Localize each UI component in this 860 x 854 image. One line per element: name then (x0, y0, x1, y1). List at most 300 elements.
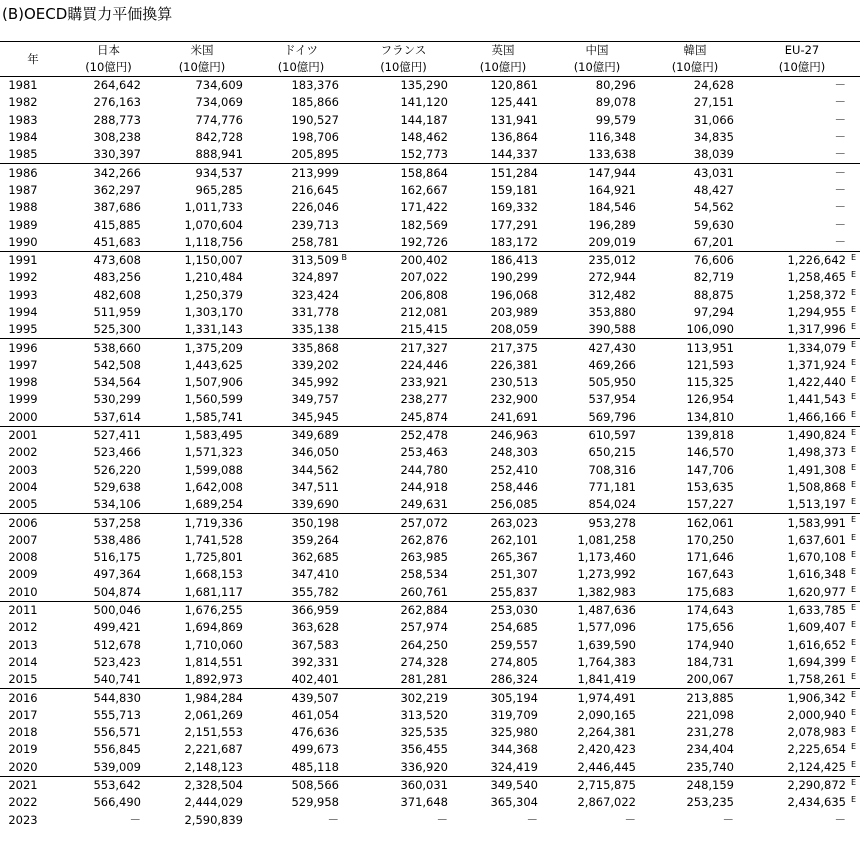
cell-value: 24,628 (693, 78, 734, 93)
cell-fr (349, 234, 458, 252)
cell-value: 89,078 (595, 95, 636, 110)
cell-us (151, 304, 253, 321)
cell-cn (548, 339, 646, 357)
cell-jp (66, 234, 151, 252)
cell-fr (349, 269, 458, 286)
cell-uk (458, 584, 548, 602)
cell-value: 1,694,869 (184, 620, 243, 635)
cell-value: 1,642,008 (184, 479, 243, 494)
cell-cn (548, 462, 646, 479)
cell-us (151, 77, 253, 95)
cell-eu (744, 479, 860, 496)
cell-value: 1,609,407 (787, 620, 846, 635)
cell-jp (66, 391, 151, 408)
cell-value: 1,670,108 (787, 550, 846, 565)
cell-value: 126,954 (686, 392, 734, 407)
table-row (0, 269, 860, 286)
cell-value: 184,546 (588, 200, 636, 215)
table-row (0, 234, 860, 252)
cell-us (151, 601, 253, 619)
cell-year: 1983 (8, 112, 38, 127)
cell-value: 390,588 (588, 322, 636, 337)
cell-value: 1,118,756 (184, 234, 243, 249)
cell-value: 54,562 (693, 200, 734, 215)
cell-value: 224,446 (400, 357, 448, 372)
cell-value: 135,290 (400, 78, 448, 93)
cell-value: 233,921 (400, 375, 448, 390)
cell-flag: E (850, 654, 856, 664)
cell-value: 537,954 (588, 392, 636, 407)
cell-value: 2,328,504 (184, 778, 243, 793)
cell-value: 1,676,255 (184, 603, 243, 618)
cell-jp (66, 514, 151, 532)
cell-value: 120,861 (490, 78, 538, 93)
cell-year: 1999 (8, 392, 38, 407)
cell-value: 1,719,336 (184, 515, 243, 530)
cell-year: 2015 (0, 671, 66, 689)
cell-value: 106,090 (686, 322, 734, 337)
cell-value: 217,327 (400, 340, 448, 355)
cell-value: 537,614 (93, 409, 141, 424)
cell-value: 1,758,261 (787, 672, 846, 687)
cell-value: 2,446,445 (577, 759, 636, 774)
header-row-labels (0, 42, 860, 60)
cell-eu (744, 776, 860, 794)
cell-de (253, 269, 349, 286)
cell-us (151, 426, 253, 444)
cell-year: 1985 (0, 146, 66, 164)
cell-value: 152,773 (400, 147, 448, 162)
cell-uk (458, 426, 548, 444)
cell-uk (458, 532, 548, 549)
cell-value: 183,376 (291, 78, 339, 93)
cell-value: 367,583 (291, 637, 339, 652)
table-row (0, 811, 860, 828)
cell-year: 2014 (8, 654, 38, 669)
cell-jp (66, 94, 151, 111)
cell-value: 234,404 (686, 742, 734, 757)
cell-de (253, 409, 349, 427)
cell-value: 342,266 (93, 165, 141, 180)
cell-cn (548, 129, 646, 146)
cell-flag: E (850, 340, 856, 350)
cell-cn (548, 707, 646, 724)
cell-value: 125,441 (490, 95, 538, 110)
cell-value: 1,334,079 (787, 340, 846, 355)
cell-value: 1,250,379 (184, 287, 243, 302)
cell-year: 2007 (8, 532, 38, 547)
cell-value: 1,226,642 (787, 253, 846, 268)
cell-value: 1,725,801 (184, 550, 243, 565)
cell-us (151, 357, 253, 374)
cell-eu (744, 339, 860, 357)
cell-fr (349, 724, 458, 741)
cell-value: 2,124,425 (787, 759, 846, 774)
cell-eu (744, 549, 860, 566)
cell-value: 1,599,088 (184, 462, 243, 477)
cell-value: 148,462 (400, 130, 448, 145)
cell-value: 205,895 (291, 147, 339, 162)
cell-year: 2020 (0, 759, 66, 777)
cell-value: 1,294,955 (787, 305, 846, 319)
cell-value: 177,291 (490, 217, 538, 232)
cell-cn (548, 619, 646, 636)
cell-flag: E (850, 287, 856, 297)
cell-value: 146,570 (686, 445, 734, 460)
cell-de (253, 199, 349, 216)
cell-value: 511,959 (93, 305, 141, 319)
cell-value: 164,921 (588, 182, 636, 197)
cell-uk (458, 304, 548, 321)
cell-eu (744, 269, 860, 286)
cell-us (151, 724, 253, 741)
cell-jp (66, 671, 151, 689)
cell-year: 1987 (8, 182, 38, 197)
cell-de (253, 251, 349, 269)
cell-value: － (834, 200, 846, 215)
cell-value: 259,557 (490, 637, 538, 652)
cell-jp (66, 304, 151, 321)
cell-kr (646, 146, 744, 164)
cell-year: 1997 (8, 357, 38, 372)
cell-uk (458, 741, 548, 758)
cell-value: － (722, 812, 734, 827)
cell-year: 2013 (8, 637, 38, 652)
cell-value: － (834, 217, 846, 232)
cell-value: 207,022 (400, 270, 448, 285)
cell-value: 344,562 (291, 462, 339, 477)
cell-us (151, 216, 253, 233)
cell-value: 260,761 (400, 584, 448, 599)
cell-value: 82,719 (693, 270, 734, 285)
cell-value: 246,963 (490, 428, 538, 443)
cell-value: 1,633,785 (787, 603, 846, 618)
cell-uk (458, 199, 548, 216)
cell-flag: E (850, 567, 856, 577)
cell-fr (349, 707, 458, 724)
cell-cn (548, 374, 646, 391)
cell-value: 2,061,269 (184, 707, 243, 722)
cell-kr (646, 444, 744, 461)
cell-us (151, 707, 253, 724)
cell-year: 2022 (8, 795, 38, 810)
cell-value: 38,039 (693, 147, 734, 162)
cell-value: 162,061 (686, 515, 734, 530)
cell-kr (646, 514, 744, 532)
cell-de (253, 182, 349, 199)
cell-de (253, 444, 349, 461)
cell-fr (349, 584, 458, 602)
cell-value: 365,304 (490, 795, 538, 810)
cell-jp (66, 654, 151, 671)
cell-uk (458, 601, 548, 619)
cell-jp (66, 164, 151, 182)
cell-value: 1,639,590 (577, 637, 636, 652)
table-row (0, 216, 860, 233)
cell-value: 965,285 (195, 182, 243, 197)
cell-cn (548, 637, 646, 654)
cell-value: 115,325 (686, 375, 734, 390)
cell-value: 534,106 (93, 497, 141, 512)
cell-jp (66, 269, 151, 286)
cell-eu (744, 811, 860, 828)
cell-value: 258,534 (400, 567, 448, 582)
table-row (0, 532, 860, 549)
cell-flag: E (850, 672, 856, 682)
cell-value: 530,299 (93, 392, 141, 407)
cell-us (151, 374, 253, 391)
cell-de (253, 321, 349, 339)
cell-eu (744, 304, 860, 321)
cell-cn (548, 601, 646, 619)
cell-eu (744, 707, 860, 724)
cell-value: 34,835 (693, 130, 734, 145)
cell-value: 97,294 (693, 305, 734, 319)
cell-value: 185,866 (291, 95, 339, 110)
cell-us (151, 199, 253, 216)
cell-flag: E (850, 602, 856, 612)
cell-value: 1,741,528 (184, 532, 243, 547)
cell-value: 355,782 (291, 584, 339, 599)
cell-value: 1,571,323 (184, 445, 243, 460)
cell-uk (458, 514, 548, 532)
cell-fr (349, 112, 458, 129)
cell-value: 153,635 (686, 479, 734, 494)
cell-year: 2008 (8, 550, 38, 565)
cell-cn (548, 391, 646, 408)
cell-value: 2,225,654 (787, 742, 846, 757)
cell-value: － (834, 182, 846, 197)
cell-value: － (834, 130, 846, 145)
cell-uk (458, 549, 548, 566)
column-header-uk: 英国 (491, 43, 515, 57)
cell-kr (646, 199, 744, 216)
cell-kr (646, 549, 744, 566)
cell-value: 239,713 (291, 217, 339, 232)
cell-cn (548, 741, 646, 758)
cell-value: 200,067 (686, 672, 734, 687)
cell-kr (646, 759, 744, 777)
cell-value: 771,181 (588, 479, 636, 494)
cell-year: 2003 (8, 462, 38, 477)
cell-value: 254,685 (490, 620, 538, 635)
cell-uk (458, 339, 548, 357)
cell-kr (646, 584, 744, 602)
cell-value: 1,382,983 (577, 584, 636, 599)
column-header-eu27: EU-27 (784, 43, 820, 57)
cell-flag: E (850, 550, 856, 560)
cell-de (253, 601, 349, 619)
cell-value: 263,985 (400, 550, 448, 565)
cell-value: 99,579 (595, 112, 636, 127)
cell-uk (458, 164, 548, 182)
cell-us (151, 496, 253, 514)
ppp-gdp-table (0, 41, 860, 829)
cell-fr (349, 287, 458, 304)
cell-value: 1,974,491 (577, 690, 636, 705)
cell-uk (458, 112, 548, 129)
cell-year: 1984 (8, 130, 38, 145)
cell-value: 158,864 (400, 165, 448, 180)
table-row (0, 304, 860, 321)
cell-value: 359,264 (291, 532, 339, 547)
cell-de (253, 216, 349, 233)
cell-value: － (436, 812, 448, 827)
cell-value: 190,299 (490, 270, 538, 285)
cell-kr (646, 287, 744, 304)
cell-value: 325,980 (490, 725, 538, 740)
cell-value: 734,609 (195, 78, 243, 93)
cell-flag: E (850, 759, 856, 769)
cell-value: 499,673 (291, 742, 339, 757)
cell-value: 2,000,940 (787, 707, 846, 722)
cell-jp (66, 321, 151, 339)
cell-value: 257,974 (400, 620, 448, 635)
cell-value: 1,583,495 (184, 428, 243, 443)
cell-fr (349, 479, 458, 496)
cell-de (253, 584, 349, 602)
unit-label-china: (10億円) (573, 60, 621, 74)
cell-value: 1,422,440 (787, 375, 846, 390)
cell-cn (548, 689, 646, 707)
cell-uk (458, 216, 548, 233)
cell-value: 331,778 (291, 305, 339, 319)
cell-flag: E (850, 462, 856, 472)
cell-year: 2021 (8, 778, 38, 793)
cell-jp (66, 496, 151, 514)
cell-value: － (834, 234, 846, 249)
cell-value: 529,958 (291, 795, 339, 810)
cell-value: 134,810 (686, 409, 734, 424)
cell-value: 264,250 (400, 637, 448, 652)
cell-eu (744, 637, 860, 654)
cell-value: 144,337 (490, 147, 538, 162)
column-header-korea: 韓国 (683, 43, 707, 57)
cell-cn (548, 811, 646, 828)
cell-value: 1,258,372 (787, 287, 846, 302)
cell-value: 1,513,197 (787, 497, 846, 512)
column-header-germany: ドイツ (284, 43, 318, 57)
cell-year: 2017 (8, 707, 38, 722)
cell-value: 175,683 (686, 584, 734, 599)
cell-value: 323,424 (291, 287, 339, 302)
cell-value: 2,221,687 (184, 742, 243, 757)
cell-value: 162,667 (400, 182, 448, 197)
table-row (0, 654, 860, 671)
cell-value: 553,642 (93, 778, 141, 793)
table-row (0, 689, 860, 707)
cell-cn (548, 759, 646, 777)
cell-eu (744, 759, 860, 777)
cell-kr (646, 654, 744, 671)
cell-uk (458, 462, 548, 479)
cell-us (151, 409, 253, 427)
cell-cn (548, 479, 646, 496)
cell-value: 1,583,991 (787, 515, 846, 530)
table-header (0, 42, 860, 77)
cell-year: 2004 (8, 479, 38, 494)
cell-flag: E (850, 777, 856, 787)
cell-fr (349, 566, 458, 583)
cell-value: 1,150,007 (184, 253, 243, 268)
table-row (0, 514, 860, 532)
cell-value: 1,984,284 (184, 690, 243, 705)
cell-value: 221,098 (686, 707, 734, 722)
cell-value: 151,284 (490, 165, 538, 180)
cell-uk (458, 409, 548, 427)
cell-value: 362,685 (291, 550, 339, 565)
cell-jp (66, 794, 151, 811)
cell-jp (66, 216, 151, 233)
cell-value: 131,941 (490, 112, 538, 127)
cell-value: 360,031 (400, 778, 448, 793)
cell-de (253, 689, 349, 707)
cell-value: 147,944 (588, 165, 636, 180)
cell-value: 544,830 (93, 690, 141, 705)
cell-value: 59,630 (693, 217, 734, 232)
cell-value: 167,643 (686, 567, 734, 582)
cell-jp (66, 182, 151, 199)
cell-value: 542,508 (93, 357, 141, 372)
cell-jp (66, 584, 151, 602)
table-row (0, 77, 860, 95)
cell-value: 116,348 (588, 130, 636, 145)
cell-value: － (129, 812, 141, 827)
cell-fr (349, 794, 458, 811)
table-row (0, 462, 860, 479)
table-body (0, 77, 860, 829)
cell-value: 190,527 (291, 112, 339, 127)
cell-eu (744, 741, 860, 758)
cell-uk (458, 269, 548, 286)
cell-value: 610,597 (588, 428, 636, 443)
cell-value: 1,258,465 (787, 270, 846, 285)
cell-value: 505,950 (588, 375, 636, 390)
cell-value: 302,219 (400, 690, 448, 705)
cell-value: 1,764,383 (577, 654, 636, 669)
cell-uk (458, 287, 548, 304)
cell-value: 276,163 (93, 95, 141, 110)
cell-value: 174,643 (686, 603, 734, 618)
cell-value: 170,250 (686, 532, 734, 547)
cell-value: 2,590,839 (184, 812, 243, 827)
cell-kr (646, 234, 744, 252)
unit-label-japan: (10億円) (85, 60, 132, 74)
cell-flag: E (850, 515, 856, 525)
cell-value: 525,300 (93, 322, 141, 337)
cell-value: 2,090,165 (577, 707, 636, 722)
cell-jp (66, 409, 151, 427)
cell-kr (646, 426, 744, 444)
cell-value: 2,148,123 (184, 759, 243, 774)
cell-value: 1,507,906 (184, 375, 243, 390)
cell-value: 244,780 (400, 462, 448, 477)
cell-flag: E (850, 375, 856, 385)
cell-value: 566,490 (93, 795, 141, 810)
cell-value: 1,577,096 (577, 620, 636, 635)
cell-fr (349, 94, 458, 111)
cell-value: 263,023 (490, 515, 538, 530)
cell-year: 1993 (8, 287, 38, 302)
cell-kr (646, 707, 744, 724)
cell-flag: E (850, 497, 856, 507)
cell-value: 2,867,022 (577, 795, 636, 810)
unit-label-eu27: (10億円) (778, 60, 826, 74)
cell-eu (744, 199, 860, 216)
cell-value: 27,151 (693, 95, 734, 110)
cell-flag: E (850, 584, 856, 594)
cell-year: 1990 (0, 234, 66, 252)
